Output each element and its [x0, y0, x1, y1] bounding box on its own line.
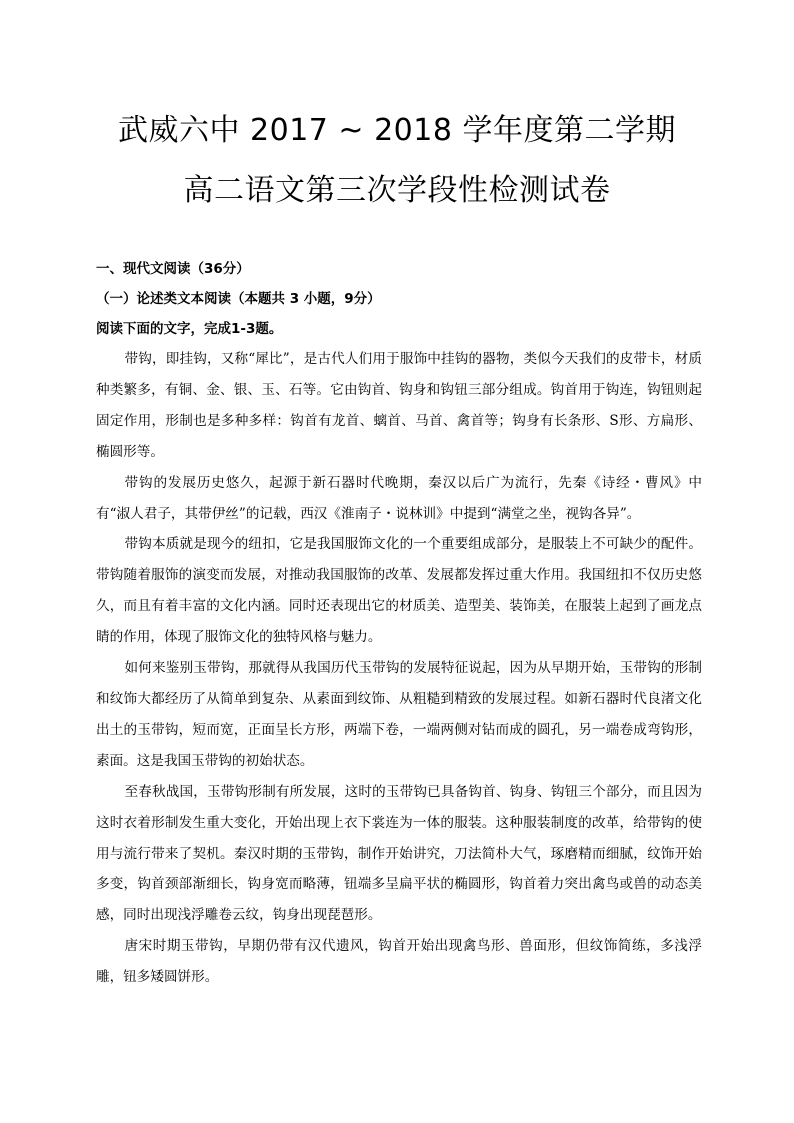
subsection-heading: （一）论述类文本阅读（本题共 3 小题，9分）	[96, 291, 381, 307]
section-heading: 一、现代文阅读（36分）	[96, 261, 250, 277]
exam-content	[96, 254, 702, 993]
passage-paragraph: 如何来鉴别玉带钩，那就得从我国历代玉带钩的发展特征说起，因为从早期开始，玉带钩的形制和纹饰大都经历了从简单到复杂、从素面到纹饰、从粗糙到精致的发展过程。如新石器时代良渚文化出土的玉带钩，短而宽，正面呈长方形，两端下卷，一端两侧对钻而成的圆孔，另一端卷成弯钩形，素面。这是我国玉带钩的初始状态。	[96, 660, 702, 769]
reading-instruction: 阅读下面的文字，完成1-3题。	[96, 321, 283, 337]
exam-title-line1: 武威六中 2017 ~ 2018 学年度第二学期	[118, 113, 676, 148]
passage-paragraph: 带钩，即挂钩，又称“犀比”，是古代人们用于服饰中挂钩的器物，类似今天我们的皮带卡，材质种类繁多，有铜、金、银、玉、石等。它由钩首、钩身和钩钮三部分组成。钩首用于钩连，钩钮则起固定作用，形制也是多种多样：钩首有龙首、螭首、马首、禽首等；钩身有长条形、S形、方扁形、椭圆形等。	[96, 351, 702, 460]
passage-paragraph: 带钩的发展历史悠久，起源于新石器时代晚期，秦汉以后广为流行，先秦《诗经・曹风》中有“淑人君子，其带伊丝”的记载，西汉《淮南子・说林训》中提到“满堂之坐，视钩各异”。	[96, 474, 702, 522]
exam-title-line2: 高二语文第三次学段性检测试卷	[183, 173, 611, 208]
passage-paragraph: 带钩本质就是现今的纽扣，它是我国服饰文化的一个重要组成部分，是服装上不可缺少的配件。带钩随着服饰的演变而发展，对推动我国服饰的改革、发展都发挥过重大作用。我国纽扣不仅历史悠久，而且有着丰富的文化内涵。同时还表现出它的材质美、造型美、装饰美，在服装上起到了画龙点睛的作用，体现了服饰文化的独特风格与魅力。	[96, 536, 702, 646]
passage-paragraph: 唐宋时期玉带钩，早期仍带有汉代遗风，钩首开始出现禽鸟形、兽面形，但纹饰简练，多浅浮雕，钮多矮圆饼形。	[96, 938, 702, 986]
passage-paragraph: 至春秋战国，玉带钩形制有所发展，这时的玉带钩已具备钩首、钩身、钩钮三个部分，而且因为这时衣着形制发生重大变化，开始出现上衣下裳连为一体的服装。这种服装制度的改革，给带钩的使用与流行带来了契机。秦汉时期的玉带钩，制作开始讲究，刀法简朴大气，琢磨精而细腻，纹饰开始多变，钩首颈部渐细长，钩身宽而略薄，钮端多呈扁平状的椭圆形，钩首着力突出禽鸟或兽的动态美感，同时出现浅浮雕卷云纹，钩身出现琵琶形。	[96, 783, 702, 924]
